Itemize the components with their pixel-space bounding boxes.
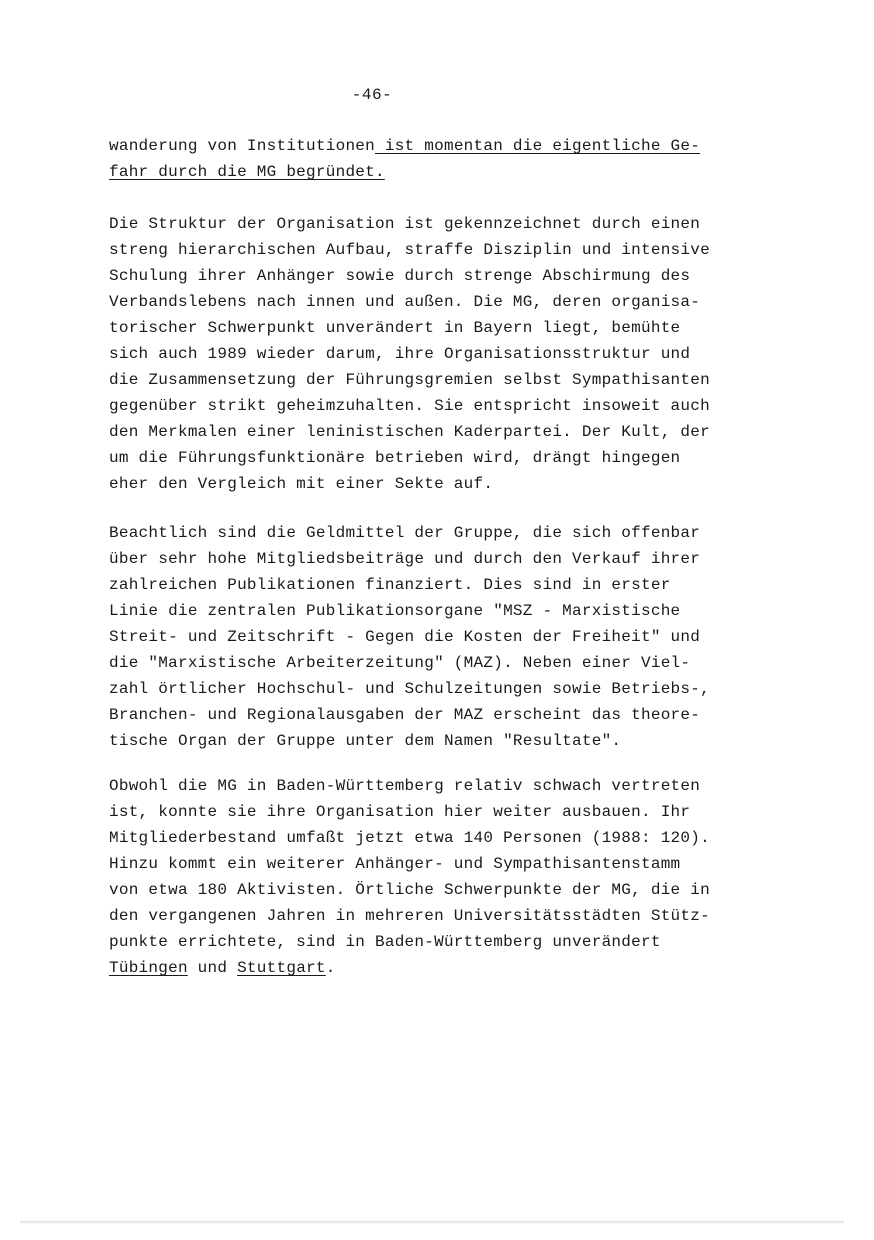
- paragraph-2: [109, 211, 769, 497]
- text-line: die Zusammensetzung der Führungsgremien selbst Sympathisanten: [109, 371, 710, 389]
- text-line: Die Struktur der Organisation ist gekennzeichnet durch einen: [109, 215, 701, 233]
- text-line: den Merkmalen einer leninistischen Kaderpartei. Der Kult, der: [109, 423, 710, 441]
- text-line: Hinzu kommt ein weiterer Anhänger- und Sympathisantenstamm: [109, 855, 681, 873]
- text-line: ist, konnte sie ihre Organisation hier weiter ausbauen. Ihr: [109, 803, 691, 821]
- text-line: Schulung ihrer Anhänger sowie durch strenge Abschirmung des: [109, 267, 691, 285]
- text-line: Obwohl die MG in Baden-Württemberg relativ schwach vertreten: [109, 777, 701, 795]
- text-line: Streit- und Zeitschrift - Gegen die Kosten der Freiheit" und: [109, 628, 701, 646]
- text-line: Verbandslebens nach innen und außen. Die MG, deren organisa-: [109, 293, 701, 311]
- text-line: Tübingen und Stuttgart.: [109, 959, 336, 977]
- text-line: gegenüber strikt geheimzuhalten. Sie entspricht insoweit auch: [109, 397, 710, 415]
- text-line: tische Organ der Gruppe unter dem Namen "Resultate".: [109, 732, 622, 750]
- text-line: Mitgliederbestand umfaßt jetzt etwa 140 Personen (1988: 120).: [109, 829, 710, 847]
- text-line: zahlreichen Publikationen finanziert. Dies sind in erster: [109, 576, 671, 594]
- paragraph-3: [109, 520, 769, 754]
- text-line: punkte errichtete, sind in Baden-Württemberg unverändert: [109, 933, 661, 951]
- paragraph-4: [109, 773, 769, 981]
- text-line: Branchen- und Regionalausgaben der MAZ erscheint das theore-: [109, 706, 701, 724]
- text-line: Beachtlich sind die Geldmittel der Gruppe, die sich offenbar: [109, 524, 701, 542]
- text-line: wanderung von Institutionen ist momentan die eigentliche Ge-: [109, 137, 701, 155]
- underlined-text: ist momentan die eigentliche Ge-: [375, 137, 701, 155]
- text-line: [109, 159, 769, 185]
- underlined-text: fahr durch die MG begründet.: [109, 163, 385, 181]
- text-line: torischer Schwerpunkt unverändert in Bayern liegt, bemühte: [109, 319, 681, 337]
- scan-edge-shadow: [20, 1220, 844, 1224]
- text-line: zahl örtlicher Hochschul- und Schulzeitungen sowie Betriebs-,: [109, 680, 710, 698]
- text-line: die "Marxistische Arbeiterzeitung" (MAZ). Neben einer Viel-: [109, 654, 691, 672]
- text-line: um die Führungsfunktionäre betrieben wird, drängt hingegen: [109, 449, 681, 467]
- text-line: über sehr hohe Mitgliedsbeiträge und durch den Verkauf ihrer: [109, 550, 701, 568]
- page-number: -46-: [351, 86, 393, 104]
- text-line: den vergangenen Jahren in mehreren Universitätsstädten Stütz-: [109, 907, 710, 925]
- underlined-city: Tübingen: [109, 959, 188, 977]
- text-line: sich auch 1989 wieder darum, ihre Organisationsstruktur und: [109, 345, 691, 363]
- paragraph-1: [109, 133, 769, 185]
- text-line: eher den Vergleich mit einer Sekte auf.: [109, 475, 494, 493]
- underlined-city: Stuttgart: [237, 959, 326, 977]
- text-line: streng hierarchischen Aufbau, straffe Disziplin und intensive: [109, 241, 710, 259]
- text-line: Linie die zentralen Publikationsorgane "MSZ - Marxistische: [109, 602, 681, 620]
- text-line: von etwa 180 Aktivisten. Örtliche Schwerpunkte der MG, die in: [109, 881, 710, 899]
